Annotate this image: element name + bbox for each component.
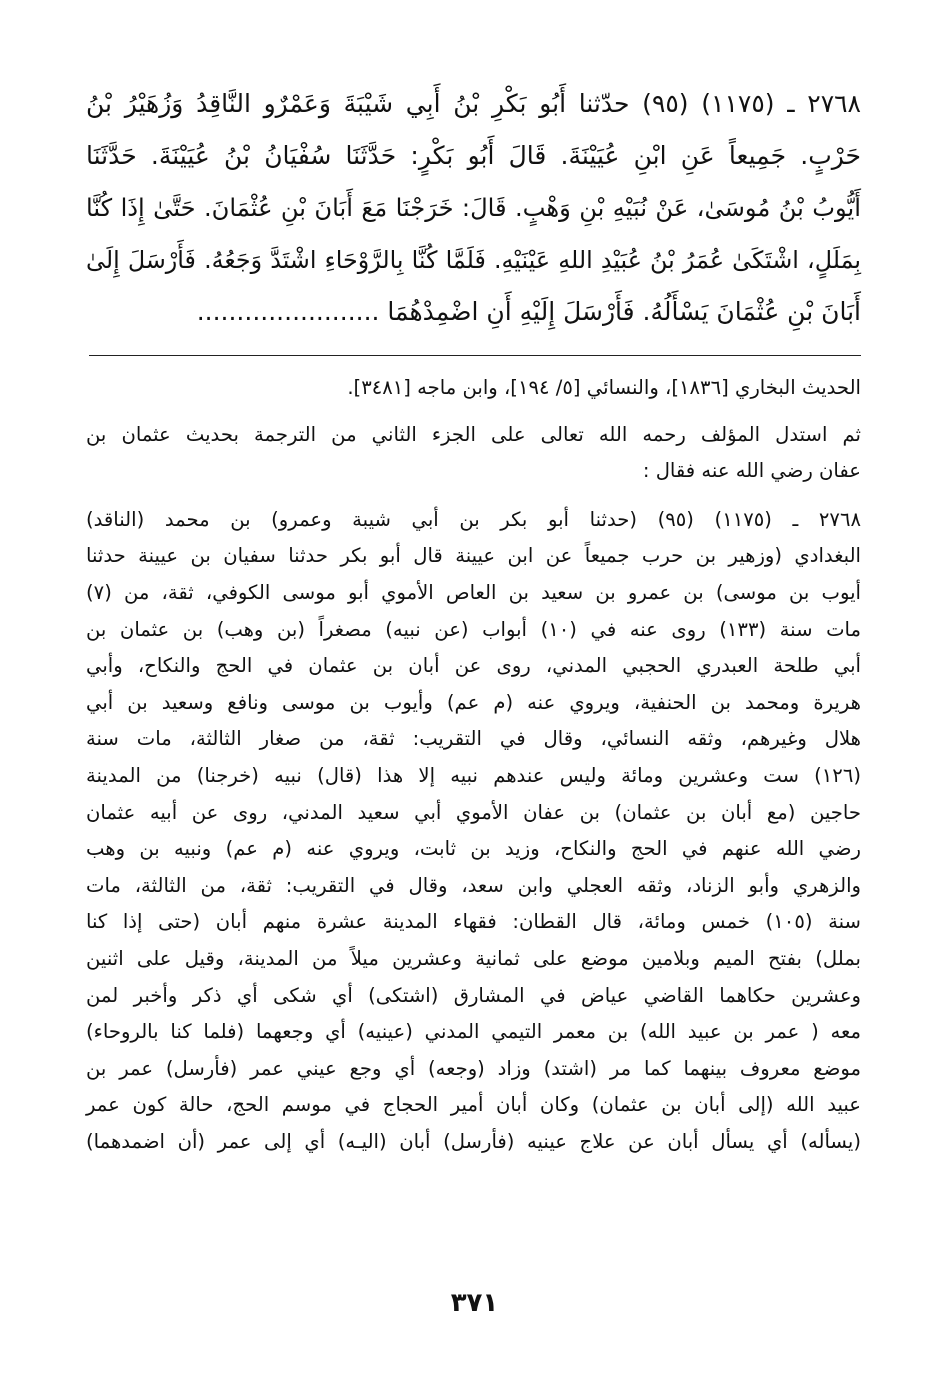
explanation-line: عبيد الله (إلى أبان بن عثمان) وكان أبان أمير الحجاج في موسم الحج، حالة كون عمر [86,1093,861,1117]
explanation-line: حاجين (مع أبان بن عثمان) بن عفان الأموي أبي سعيد المدني، روى عن أبيه عثمان [86,800,861,824]
hadith-line: بِمَلَلٍ، اشْتَكَىٰ عُمَرُ بْنُ عُبَيْدِ اللهِ عَيْنَيْهِ. فَلَمَّا كُنَّا بِالرَّوْحَاءِ اشْتَدَّ وَجَعُهُ. فَأَرْسَلَ إِلَىٰ [86,246,861,274]
explanation-line: مات سنة (١٣٣) روى عنه في (١٠) أبواب (عن نبيه) مصغراً (بن وهب) بن عثمان بن [86,617,861,641]
commentary-text [86,370,861,1160]
hadith-line: أَبَانَ بْنِ عُثْمَانَ يَسْأَلُهُ. فَأَرْسَلَ إِلَيْهِ أَنِ اضْمِدْهُمَا ....................... [196,297,861,326]
source-reference: الحديث البخاري [١٨٣٦]، والنسائي [٥/ ١٩٤]، وابن ماجه [٣٤٨١]. [347,376,861,399]
intro-line: ثم استدل المؤلف رحمه الله تعالى على الجزء الثاني من الترجمة بحديث عثمان بن [86,422,861,446]
hadith-line: حَرْبٍ. جَمِيعاً عَنِ ابْنِ عُيَيْنَةَ. قَالَ أَبُو بَكْرٍ: حَدَّثَنَا سُفْيَانُ بْنُ عُيَيْنَةَ. حَدَّثَنَا [86,141,861,170]
explanation-line: ٢٧٦٨ ـ (١١٧٥) (٩٥) (حدثنا أبو بكر بن أبي شيبة وعمرو) بن محمد (الناقد) [86,507,861,531]
explanation-line: أبي طلحة العبدري الحجبي المدني، روى عن أبان بن عثمان في الحج والنكاح، وأبي [86,654,861,678]
hadith-line: ٢٧٦٨ ـ (١١٧٥) (٩٥) حدّثنا أَبُو بَكْرِ بْنُ أَبِي شَيْبَةَ وَعَمْرٌو النَّاقِدُ وَزُهَيْرُ بْنُ [86,89,861,118]
section-divider [89,355,861,356]
hadith-text [86,78,861,338]
explanation-line: معه ( عمر بن عبيد الله) بن معمر التيمي المدني (عينيه) أي وجعهما (فلما كنا بالروحاء) [86,1020,861,1044]
hadith-line: أَيُّوبُ بْنُ مُوسَىٰ، عَنْ نُبَيْهِ بْنِ وَهْبٍ. قَالَ: خَرَجْنَا مَعَ أَبَانَ بْنِ عُثْمَانَ. حَتَّىٰ إِذَا كُنَّا [86,194,861,222]
explanation-line: والزهري وأبو الزناد، وثقه العجلي وابن سعد، وقال في التقريب: ثقة، من الثالثة، مات [86,873,861,897]
explanation-line: أيوب بن موسى) بن عمرو بن سعيد بن العاص الأموي أبو موسى الكوفي، ثقة، من (٧) [86,580,861,604]
explanation-line: سنة (١٠٥) خمس ومائة، قال القطان: فقهاء المدينة عشرة منهم أبان (حتى إذا كنا [86,910,861,934]
explanation-line: (يسأله) أي يسأل أبان عن علاج عينيه (فأرسل) أبان (اليـه) أي إلى عمر (أن اضمدهما) [86,1129,861,1153]
explanation-line: بملل) بفتح الميم وبلامين موضع على ثمانية وعشرين ميلاً من المدينة، وقيل على اثنين [86,946,861,970]
explanation-line: هريرة ومحمد بن الحنفية، ويروي عنه (م عم) وأيوب بن موسى ونافع وسعيد بن أبي [86,690,861,714]
explanation-line: هلال وغيرهم، وثقه النسائي، وقال في التقريب: ثقة، من صغار الثالثة، مات سنة [86,727,861,751]
explanation-line: البغدادي (وزهير بن حرب جميعاً عن ابن عيينة قال أبو بكر حدثنا سفيان بن عيينة حدثنا [86,544,861,568]
explanation-line: موضع معروف بينهما كما مر (اشتد) وزاد (وجعه) أي وجع عيني عمر (فأرسل) عمر بن [86,1056,861,1080]
explanation-line: وعشرين حكاهما القاضي عياض في المشارق (اشتكى) أي شكى أي ذكر وأخبر لمن [86,983,861,1007]
explanation-line: (١٢٦) ست وعشرين ومائة وليس عندهم نبيه إلا هذا (قال) نبيه (خرجنا) من المدينة [86,763,861,787]
intro-line: عفان رضي الله عنه فقال : [642,459,861,483]
explanation-line: رضي الله عنهم في الحج والنكاح، وزيد بن ثابت، ويروي عنه (م عم) ونبيه بن وهب [86,837,861,861]
page-number: ٣٧١ [450,1288,499,1318]
